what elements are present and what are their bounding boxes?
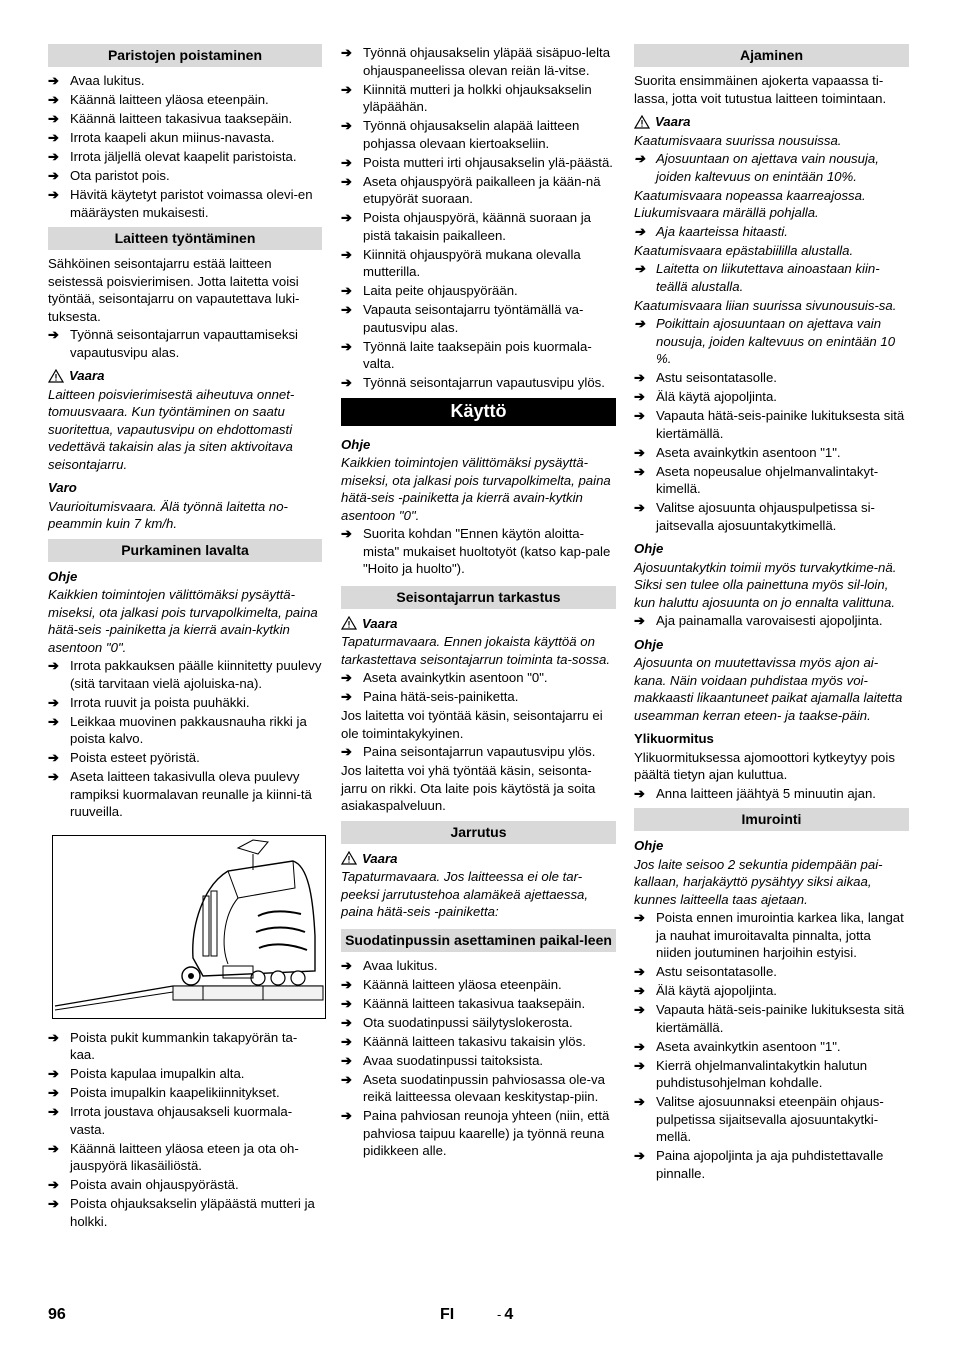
arrow-right-icon: ➔	[341, 338, 352, 354]
step-item: ➔ Kierrä ohjelmanvalintakytkin halutun puhdistusohjelman kohdalle.	[634, 1057, 868, 1090]
arrow-right-icon: ➔	[48, 750, 59, 765]
step-item: ➔ Avaa lukitus.	[341, 957, 438, 973]
arrow-right-icon: ➔	[341, 45, 352, 60]
step-item: ➔ Anna laitteen jäähtyä 5 minuutin ajan.	[634, 785, 876, 801]
arrow-right-icon: ➔	[634, 910, 645, 925]
step-item: ➔ Irrota ruuvit ja poista puuhäkki.	[48, 694, 250, 710]
step-item: ➔ Aseta avainkytkin asentoon "1".	[634, 444, 841, 460]
arrow-right-icon: ➔	[341, 689, 352, 704]
arrow-right-icon: ➔	[48, 769, 59, 784]
arrow-right-icon: ➔	[634, 1038, 645, 1054]
arrow-right-icon: ➔	[341, 526, 352, 541]
arrow-right-icon: ➔	[634, 1057, 645, 1073]
machine-on-pallet-illustration	[52, 835, 326, 1019]
arrow-right-icon: ➔	[48, 130, 59, 145]
paragraph: Ylikuormituksessa ajomoottori kytkeytyy pois päältä tietyn ajan kuluttua.	[634, 749, 895, 782]
arrow-right-icon: ➔	[341, 957, 352, 973]
arrow-right-icon: ➔	[634, 983, 645, 998]
arrow-right-icon: ➔	[634, 444, 645, 460]
step-item: ➔ Vapauta seisontajarru työntämällä va-pautusvipu alas.	[341, 302, 584, 335]
step-list	[48, 72, 322, 221]
arrow-right-icon: ➔	[341, 302, 352, 317]
step-item: ➔ Hävitä käytetyt paristot voimassa olevi-en määräysten mukaisesti.	[48, 187, 313, 220]
section-heading: Ajaminen	[634, 44, 909, 67]
warning-label: Vaara	[341, 615, 616, 633]
note-text: Ajosuunta on muutettavissa myös ajon ai-kana. Näin voidaan puhdistaa myös voi-makkaasti likaantuneet paikat ajamalla laitetta useamman kerran eteen- ja taakse-päin.	[634, 655, 903, 723]
note-text: Ajosuuntakytkin toimii myös turvakytkime-nä. Siksi sen tulee olla painettuna myös sil-loin, kun haluttu ajosuunta on jo ennalta valittuna.	[634, 559, 897, 610]
step-item: ➔ Suorita kohdan "Ennen käytön aloitta-mista" mukaiset huoltotyöt (katso kap-pale "Hoito ja huolto").	[341, 526, 611, 576]
warning-triangle-icon	[341, 616, 357, 630]
arrow-right-icon: ➔	[48, 1066, 59, 1081]
arrow-right-icon: ➔	[341, 1052, 352, 1068]
arrow-right-icon: ➔	[634, 1094, 645, 1109]
warning-label: Vaara	[341, 850, 616, 868]
step-item: ➔ Ajosuuntaan on ajettava vain nousuja, joiden kaltevuus on enintään 10%.	[634, 151, 879, 184]
arrow-right-icon: ➔	[341, 744, 352, 759]
step-item: ➔ Ota paristot pois.	[48, 168, 170, 183]
column-3	[634, 44, 909, 1184]
paragraph: Jos laitetta voi yhä työntää käsin, seisonta-jarru on rikki. Ota laite pois käytöstä ja soita asiakaspalveluun.	[341, 763, 596, 813]
step-item: ➔ Kiinnitä ohjauspyörä mukana olevalla mutterilla.	[341, 246, 581, 279]
step-item: ➔ Valitse ajosuunnaksi eteenpäin ohjaus-pulpetissa sijaitsevalla ajosuuntakytki-mellä.	[634, 1094, 884, 1144]
arrow-right-icon: ➔	[634, 370, 645, 385]
arrow-right-icon: ➔	[341, 154, 352, 170]
arrow-right-icon: ➔	[48, 1085, 59, 1100]
overload-label: Ylikuormitus	[634, 731, 714, 746]
section-heading: Purkaminen lavalta	[48, 539, 322, 562]
step-item: ➔ Käännä laitteen takasivu takaisin ylös.	[341, 1033, 586, 1049]
arrow-right-icon: ➔	[341, 995, 352, 1011]
step-item: ➔ Aseta avainkytkin asentoon "0".	[341, 670, 548, 685]
step-item: ➔ Käännä laitteen yläosa eteenpäin.	[48, 92, 269, 107]
warning-text: Tapaturmavaara. Ennen jokaista käyttöä on tarkastettava seisontajarrun toiminta ta-sossa.	[341, 634, 611, 667]
step-item: ➔ Valitse ajosuunta ohjauspulpetissa si-jaitsevalla ajosuuntakytkimellä.	[634, 500, 875, 533]
step-item: ➔ Työnnä laite taaksepäin pois kuormala-valta.	[341, 338, 592, 371]
note-label: Ohje	[634, 636, 664, 652]
step-item: ➔ Irrota joustava ohjausakseli kuormala-vasta.	[48, 1104, 293, 1137]
warning-triangle-icon	[634, 115, 650, 129]
arrow-right-icon: ➔	[634, 1148, 645, 1163]
arrow-right-icon: ➔	[48, 1177, 59, 1192]
step-item: ➔ Aseta avainkytkin asentoon "1".	[634, 1038, 841, 1054]
arrow-right-icon: ➔	[48, 73, 59, 88]
scrubber-machine-drawing	[53, 836, 325, 1018]
warning-text: Laitteen poisvierimisestä aiheutuva onnet-tomuusvaara. Kun työntäminen on saatu suoritettua, vapautusvipu on ehdottomasti vedettävä takaisin alas ja siten aktivoitava seisontajarru.	[48, 386, 295, 472]
step-item: ➔ Irrota pakkauksen päälle kiinnitetty puulevy (sitä tarvitaan vielä ajoluiska-na).	[48, 658, 322, 691]
column-1	[48, 44, 322, 1232]
arrow-right-icon: ➔	[634, 785, 645, 801]
arrow-right-icon: ➔	[634, 316, 645, 331]
arrow-right-icon: ➔	[48, 1104, 59, 1119]
step-item: ➔ Poista pukit kummankin takapyörän ta-kaa.	[48, 1029, 298, 1062]
arrow-right-icon: ➔	[634, 151, 645, 166]
arrow-right-icon: ➔	[634, 389, 645, 404]
step-item: ➔ Työnnä seisontajarrun vapautusvipu ylös.	[341, 375, 605, 390]
section-heading: Laitteen työntäminen	[48, 227, 322, 250]
note-label: Ohje	[634, 541, 664, 556]
note-label: Ohje	[48, 568, 78, 584]
arrow-right-icon: ➔	[341, 375, 352, 390]
step-item: ➔ Käännä laitteen yläosa eteenpäin.	[341, 976, 562, 992]
warning-label: Vaara	[48, 367, 322, 385]
step-item: ➔ Irrota jäljellä olevat kaapelit paristoista.	[48, 149, 297, 164]
caution-label: Varo	[48, 480, 77, 495]
arrow-right-icon: ➔	[341, 670, 352, 685]
warning-triangle-icon	[48, 369, 64, 383]
step-item: ➔ Paina pahviosan reunoja yhteen (niin, että pahviosa taipuu kaarelle) ja työnnä reuna pidikkeen alle.	[341, 1108, 610, 1158]
step-item: ➔ Poista ohjauspyörä, käännä suoraan ja pistä takaisin paikalleen.	[341, 210, 592, 243]
arrow-right-icon: ➔	[341, 81, 352, 97]
step-item: ➔ Älä käytä ajopoljinta.	[634, 389, 777, 404]
warning-label: Vaara	[634, 113, 909, 131]
note-text: Jos laite seisoo 2 sekuntia pidempään pai-kallaan, harjakäyttö pysähtyy siksi aikaa, kunnes laitteella taas ajetaan.	[634, 856, 883, 907]
step-item: ➔ Työnnä ohjausakselin alapää laitteen pohjassa olevaan kiertoakseliin.	[341, 118, 580, 151]
section-heading: Suodatinpussin asettaminen paikal-leen	[341, 929, 616, 952]
arrow-right-icon: ➔	[48, 187, 59, 202]
arrow-right-icon: ➔	[48, 713, 59, 729]
paragraph: Sähköinen seisontajarru estää laitteen seistessä poisvierimisen. Jotta laitetta voisi työntää, seisontajarru on vapautettava luki-tuksesta.	[48, 256, 300, 324]
note-text: Kaikkien toimintojen välittömäksi pysäyttä-miseksi, ota jalkasi pois turvapolkimelta, paina hätä-seis -painiketta ja kierrä avain-kytkin asentoon "0".	[48, 587, 318, 655]
warning-triangle-icon	[341, 851, 357, 865]
warning-text: Kaatumisvaara nopeassa kaarreajossa. Liukumisvaara märällä pohjalla.	[634, 187, 866, 220]
section-heading: Imurointi	[634, 808, 909, 831]
step-item: ➔ Poista esteet pyöristä.	[48, 750, 200, 765]
step-item: ➔ Paina seisontajarrun vapautusvipu ylös.	[341, 744, 596, 759]
step-item: ➔ Aseta nopeusalue ohjelmanvalintakyt-kimellä.	[634, 463, 879, 496]
step-item: ➔ Työnnä ohjausakselin yläpää sisäpuo-lelta ohjauspaneelissa olevan reiän lä-vitse.	[341, 45, 611, 78]
arrow-right-icon: ➔	[48, 658, 59, 673]
arrow-right-icon: ➔	[341, 1033, 352, 1049]
step-item: ➔ Laita peite ohjauspyörään.	[341, 283, 518, 298]
note-label: Ohje	[341, 436, 371, 452]
arrow-right-icon: ➔	[48, 168, 59, 183]
step-item: ➔ Älä käytä ajopoljinta.	[634, 983, 777, 998]
arrow-right-icon: ➔	[341, 210, 352, 225]
step-item: ➔ Paina ajopoljinta ja aja puhdistettavalle pinnalle.	[634, 1148, 884, 1181]
step-item: ➔ Paina hätä-seis-painiketta.	[341, 689, 519, 704]
step-item: ➔ Vapauta hätä-seis-painike lukituksesta sitä kiertämällä.	[634, 1002, 905, 1035]
step-item: ➔ Aseta suodatinpussin pahviosassa ole-va reikä laitteessa olevaan keskitystap-piin.	[341, 1071, 605, 1104]
step-item: ➔ Avaa suodatinpussi taitoksista.	[341, 1052, 544, 1068]
arrow-right-icon: ➔	[634, 463, 645, 479]
warning-text: Kaatumisvaara liian suurissa sivunousuis-sa.	[634, 297, 897, 313]
warning-text: Kaatumisvaara suurissa nousuissa.	[634, 132, 842, 148]
column-2	[341, 44, 616, 1161]
step-item: ➔ Poikittain ajosuuntaan on ajettava vain nousuja, joiden kaltevuus on enintään 10 %.	[634, 316, 896, 366]
language-code: FI	[440, 1306, 455, 1323]
arrow-right-icon: ➔	[48, 1140, 59, 1156]
step-item: ➔ Aseta laitteen takasivulla oleva puulevy rampiksi kuormalavan reunalle ja kiinni-tä ruuveilla.	[48, 769, 312, 819]
arrow-right-icon: ➔	[341, 173, 352, 189]
arrow-right-icon: ➔	[48, 327, 59, 342]
paragraph: Jos laitetta voi työntää käsin, seisontajarru ei ole toimintakykyinen.	[341, 708, 603, 741]
step-item: ➔ Käännä laitteen yläosa eteen ja ota oh-jauspyörä likasäiliöstä.	[48, 1140, 299, 1173]
chapter-heading: Käyttö	[341, 398, 616, 426]
step-item: ➔ Ota suodatinpussi säilytyslokerosta.	[341, 1014, 573, 1030]
arrow-right-icon: ➔	[48, 92, 59, 107]
arrow-right-icon: ➔	[341, 283, 352, 298]
step-item: ➔ Työnnä seisontajarrun vapauttamiseksi vapautusvipu alas.	[48, 327, 298, 360]
step-item: ➔ Poista ohjauksakselin yläpäästä mutteri ja holkki.	[48, 1196, 315, 1229]
caution-text: Vaurioitumisvaara. Älä työnnä laitetta no-peammin kuin 7 km/h.	[48, 498, 288, 531]
step-item: ➔ Astu seisontatasolle.	[634, 370, 777, 385]
arrow-right-icon: ➔	[48, 694, 59, 710]
arrow-right-icon: ➔	[48, 1196, 59, 1211]
step-item: ➔ Kiinnitä mutteri ja holkki ohjauksakselin yläpäähän.	[341, 81, 592, 114]
section-heading: Seisontajarrun tarkastus	[341, 586, 616, 609]
page-number: 96	[48, 1306, 66, 1323]
section-heading: Jarrutus	[341, 821, 616, 844]
step-item: ➔ Poista mutteri irti ohjausakselin ylä-päästä.	[341, 154, 613, 170]
step-item: ➔ Irrota kaapeli akun miinus-navasta.	[48, 130, 275, 145]
arrow-right-icon: ➔	[634, 261, 645, 276]
step-item: ➔ Aseta ohjauspyörä paikalleen ja kään-nä etupyörät suoraan.	[341, 173, 601, 206]
step-item: ➔ Leikkaa muovinen pakkausnauha rikki ja poista kalvo.	[48, 713, 307, 746]
step-item: ➔ Vapauta hätä-seis-painike lukituksesta sitä kiertämällä.	[634, 408, 905, 441]
step-item: ➔ Poista kapulaa imupalkin alta.	[48, 1066, 245, 1081]
step-item: ➔ Aja kaarteissa hitaasti.	[634, 223, 788, 239]
arrow-right-icon: ➔	[341, 1071, 352, 1087]
arrow-right-icon: ➔	[341, 246, 352, 262]
step-item: ➔ Poista ennen imurointia karkea lika, langat ja nauhat imuroitavalta pinnalta, jotta niiden joutuminen harjoihin estyisi.	[634, 910, 904, 960]
note-text: Kaikkien toimintojen välittömäksi pysäyttä-miseksi, ota jalkasi pois turvapolkimelta, paina hätä-seis -painiketta ja kierrä avain-kytkin asentoon "0".	[341, 455, 611, 523]
step-item: ➔ Käännä laitteen takasivua taaksepäin.	[48, 111, 293, 126]
arrow-right-icon: ➔	[634, 964, 645, 979]
arrow-right-icon: ➔	[341, 1014, 352, 1030]
paragraph: Suorita ensimmäinen ajokerta vapaassa ti-lassa, jotta voit tutustua laitteen toimintaan.	[634, 73, 887, 106]
section-page-number: - 4	[497, 1306, 514, 1323]
arrow-right-icon: ➔	[341, 1108, 352, 1123]
arrow-right-icon: ➔	[341, 976, 352, 992]
arrow-right-icon: ➔	[634, 408, 645, 423]
arrow-right-icon: ➔	[634, 613, 645, 628]
warning-text: Tapaturmavaara. Jos laitteessa ei ole tar-peeksi jarrutustehoa alamäkeä ajettaessa, paina hätä-seis -painiketta:	[341, 869, 589, 919]
step-item: ➔ Aja painamalla varovaisesti ajopoljinta.	[634, 613, 883, 628]
arrow-right-icon: ➔	[48, 111, 59, 126]
arrow-right-icon: ➔	[48, 1029, 59, 1045]
arrow-right-icon: ➔	[634, 500, 645, 515]
arrow-right-icon: ➔	[341, 118, 352, 133]
step-item: ➔ Käännä laitteen takasivua taaksepäin.	[341, 995, 586, 1011]
warning-text: Kaatumisvaara epästabiililla alustalla.	[634, 242, 854, 258]
note-label: Ohje	[634, 838, 664, 853]
step-item: ➔ Poista imupalkin kaapelikiinnitykset.	[48, 1085, 280, 1100]
step-item: ➔ Laitetta on liikutettava ainoastaan kiin-teällä alustalla.	[634, 261, 880, 294]
step-item: ➔ Avaa lukitus.	[48, 73, 145, 88]
arrow-right-icon: ➔	[48, 149, 59, 164]
arrow-right-icon: ➔	[634, 223, 645, 239]
section-heading: Paristojen poistaminen	[48, 44, 322, 67]
step-item: ➔ Poista avain ohjauspyörästä.	[48, 1177, 239, 1192]
arrow-right-icon: ➔	[634, 1002, 645, 1017]
step-item: ➔ Astu seisontatasolle.	[634, 964, 777, 979]
